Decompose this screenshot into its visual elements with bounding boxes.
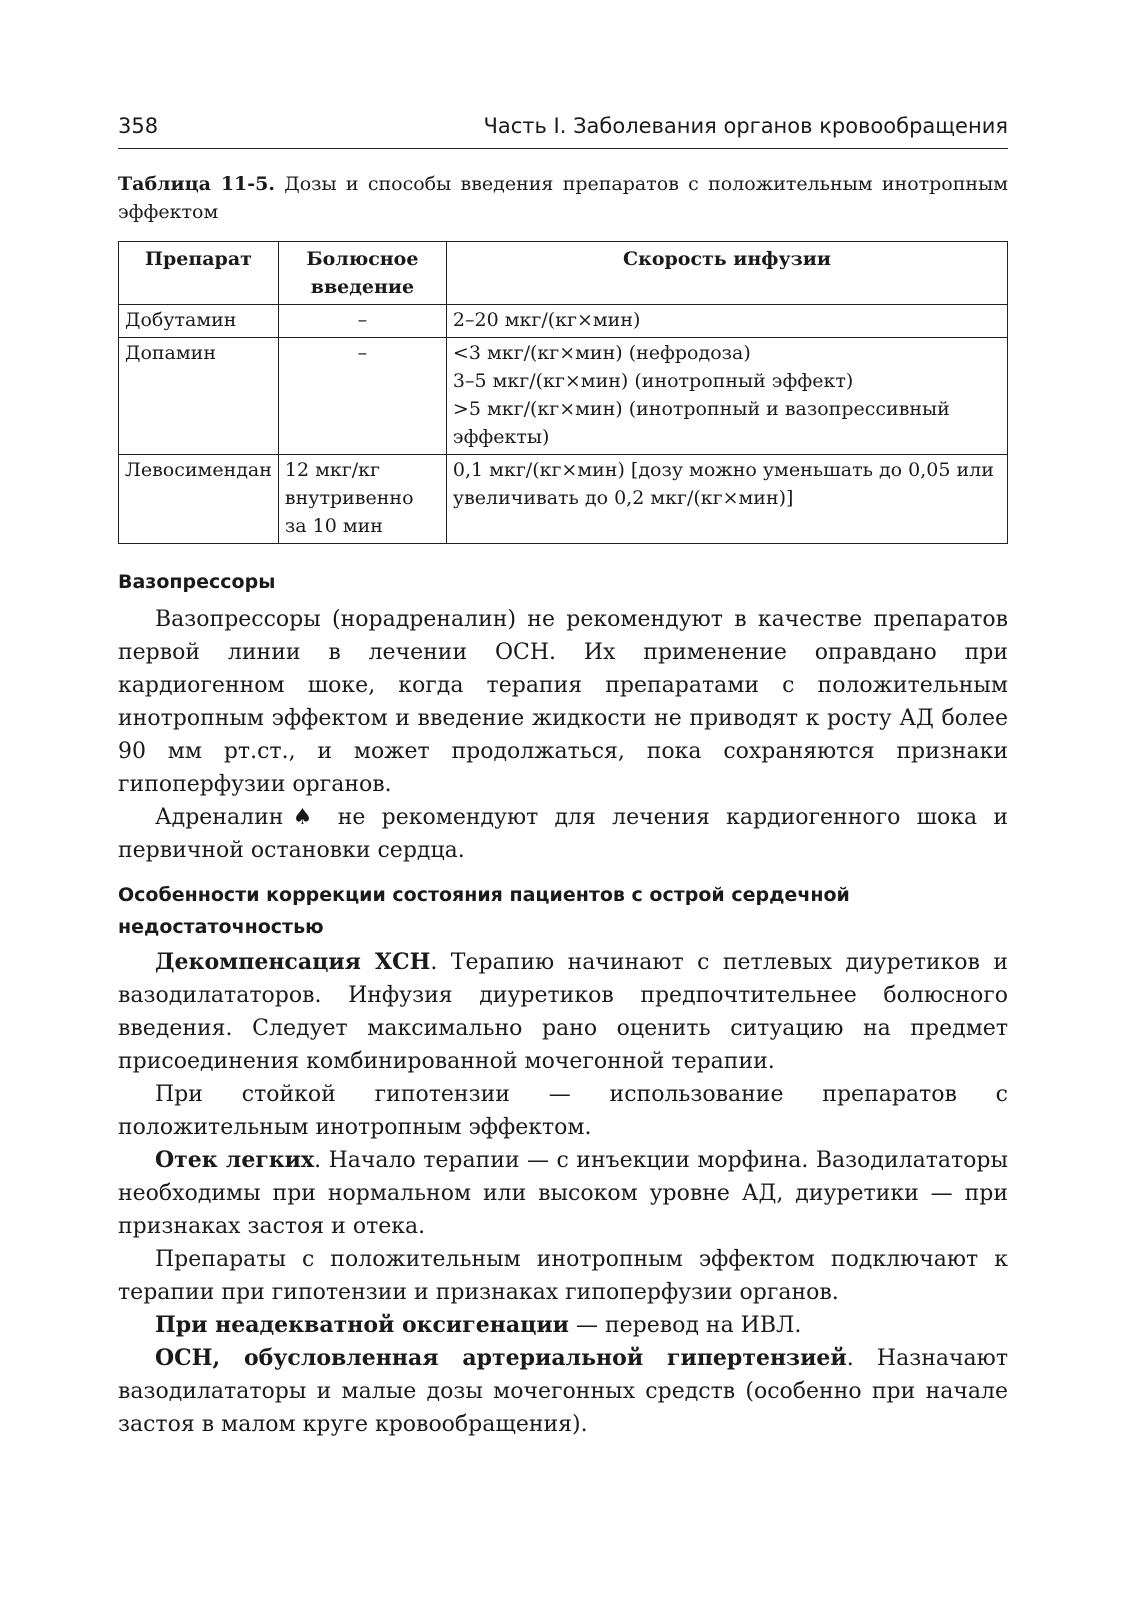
column-header-drug: Препарат: [119, 242, 279, 305]
term-decompensation: Декомпенсация ХСН: [155, 949, 431, 975]
paragraph: [118, 1144, 1008, 1243]
running-header: [118, 108, 1008, 149]
term-oxygenation: При неадекватной оксигенации: [155, 1312, 569, 1338]
infusion-line: >5 мкг/(кг×мин) (инотропный и вазопрессивный эффекты): [452, 398, 950, 448]
paragraph-text: . Терапию начинают с петлевых диуретиков и вазодилататоров. Инфузия диуретиков предпочтительнее болюсного введения. Следует максимально рано оценить ситуацию на предмет присоединения комбинированной мочегонной терапии.: [118, 950, 1008, 1074]
cell-bolus: 12 мкг/кг внутривенно за 10 мин: [278, 455, 446, 544]
cell-infusion: [446, 305, 1007, 338]
paragraph: Препараты с положительным инотропным эффектом подключают к терапии при гипотензии и признаках гипоперфузии органов.: [118, 1247, 1008, 1305]
cell-infusion: [446, 338, 1007, 455]
cell-drug: Левосимендан: [119, 455, 279, 544]
features-text: [118, 946, 1008, 1441]
paragraph-text: . Начало терапии — с инъекции морфина. Вазодилататоры необходимы при нормальном или высоком уровне АД, диуретики — при признаках застоя и отека.: [118, 1148, 1008, 1239]
column-header-bolus: Болюсное введение: [278, 242, 446, 305]
paragraph-text: — перевод на ИВЛ.: [568, 1313, 802, 1338]
table-caption: [118, 170, 1008, 226]
cell-bolus: –: [278, 305, 446, 338]
table-row: [119, 338, 1008, 455]
term-pulmonary-edema: Отек легких: [155, 1147, 315, 1173]
table-row: [119, 455, 1008, 544]
term-hypertensive-ahf: ОСН, обусловленная артериальной гипертензией: [155, 1345, 847, 1371]
infusion-line: 0,1 мкг/(кг×мин) [дозу можно уменьшать до 0,05 или увеличивать до 0,2 мкг/(кг×мин)]: [452, 459, 994, 509]
doses-table: [118, 241, 1008, 544]
cell-bolus: –: [278, 338, 446, 455]
section-heading-features: Особенности коррекции состояния пациентов с острой сердечной недостаточностью: [118, 884, 850, 938]
paragraph: При стойкой гипотензии — использование препаратов с положительным инотропным эффектом.: [118, 1082, 1008, 1140]
paragraph: [118, 1309, 1008, 1342]
part-title: Часть I. Заболевания органов кровообращения: [483, 114, 1008, 138]
table-header-row: [119, 242, 1008, 305]
table-row: [119, 305, 1008, 338]
page-number: 358: [118, 114, 159, 138]
column-header-infusion: Скорость инфузии: [446, 242, 1007, 305]
paragraph-text: . Назначают вазодилататоры и малые дозы мочегонных средств (особенно при начале застоя в малом круге кровообращения).: [118, 1346, 1008, 1437]
infusion-line: <3 мкг/(кг×мин) (нефродоза): [452, 342, 751, 364]
table-caption-text: Дозы и способы введения препаратов с положительным инотропным эффектом: [118, 173, 1008, 223]
section-heading-vasopressors: Вазопрессоры: [118, 571, 276, 593]
paragraph: Вазопрессоры (норадреналин) не рекомендуют в качестве препаратов первой линии в лечении ОСН. Их применение оправдано при кардиогенном шоке, когда терапия препаратами с положительным инотропным эффектом и введение жидкости не приводят к росту АД более 90 мм рт.ст., и может продолжаться, пока сохраняются признаки гипоперфузии органов.: [118, 607, 1008, 797]
cell-drug: Допамин: [119, 338, 279, 455]
vasopressors-text: [118, 603, 1008, 867]
infusion-line: 2–20 мкг/(кг×мин): [452, 309, 641, 331]
paragraph: [118, 946, 1008, 1078]
infusion-line: 3–5 мкг/(кг×мин) (инотропный эффект): [452, 370, 854, 392]
paragraph: Адреналин♠ не рекомендуют для лечения кардиогенного шока и первичной остановки сердца.: [118, 805, 1008, 863]
table-caption-label: Таблица 11-5.: [118, 173, 275, 195]
cell-infusion: [446, 455, 1007, 544]
cell-drug: Добутамин: [119, 305, 279, 338]
paragraph: [118, 1342, 1008, 1441]
